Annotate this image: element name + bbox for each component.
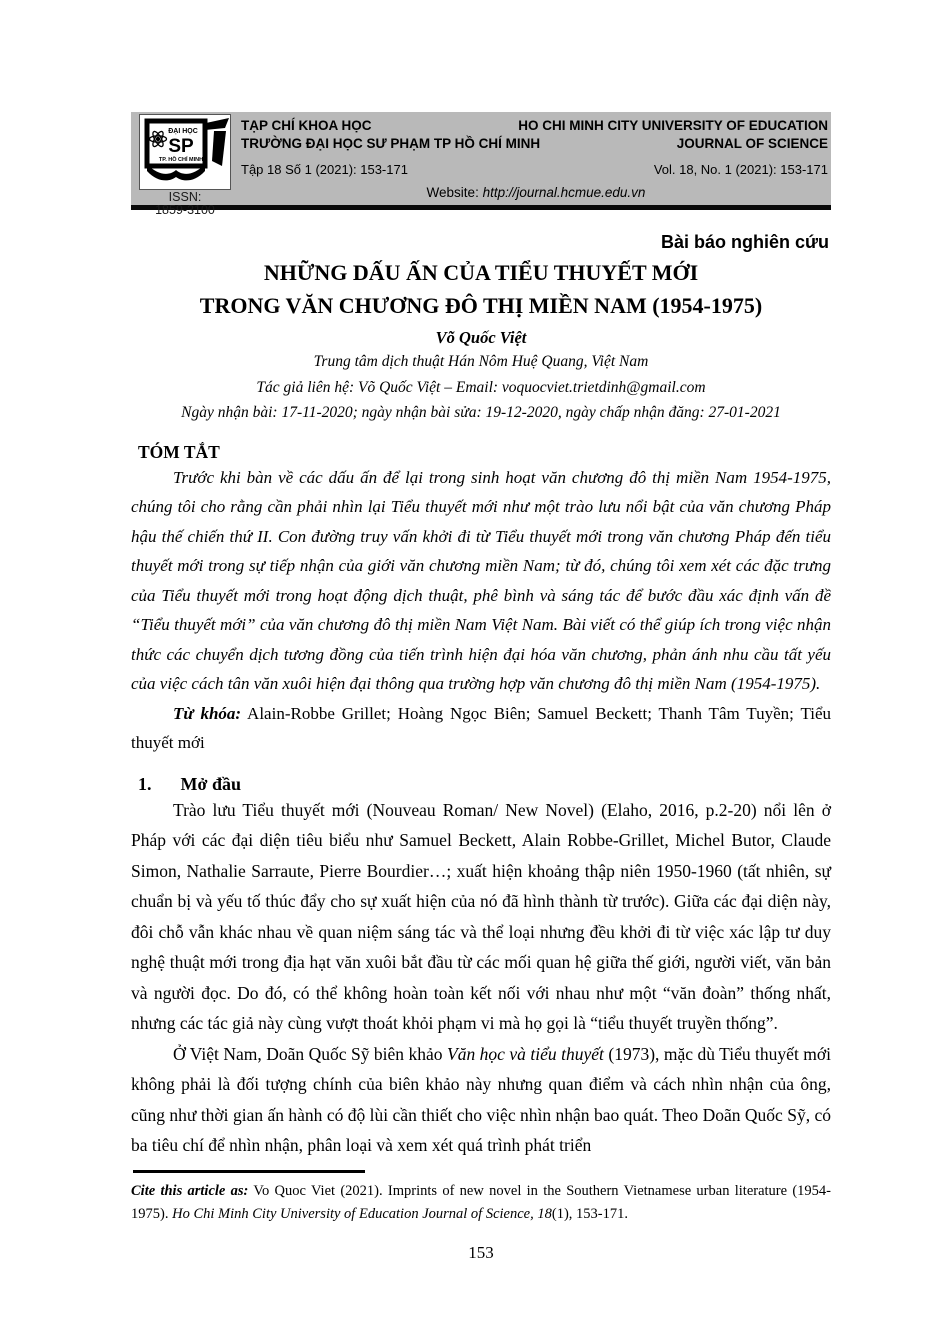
issn-value: 1859-3100 <box>155 203 215 217</box>
paragraph-1: Trào lưu Tiểu thuyết mới (Nouveau Roman/ New Novel) (Elaho, 2016, p.2-20) nổi lên ở Pháp với các đại diện tiêu biểu như Samuel Beckett, Alain Robbe-Grillet, Michel Butor, Claude Simon, Nathalie Sarraute, Pierre Bourdier…; xuất hiện khoảng thập niên 1950-1960 (tất nhiên, sự chuẩn bị và yếu tố thúc đẩy cho sự xuất hiện của nó đã hình thành từ trước). Giữa các đại diện này, đôi chỗ vẫn khác nhau về quan niệm sáng tác và thể loại nhưng đều khởi đi từ việc xác lập tư duy nghệ thuật mới trong địa hạt văn xuôi bắt đầu từ các mối quan hệ giữa thế giới, người viết, văn bản và người đọc. Do đó, có thể không hoàn toàn kết nối với nhau như một “văn đoàn” thống nhất, nhưng các tác giả này cùng vượt thoát khỏi phạm vi mà họ gọi là “tiểu thuyết truyền thống”. <box>131 799 831 1033</box>
abstract-heading: TÓM TẮT <box>138 441 220 462</box>
paragraph-2-lead: Ở Việt Nam, Doãn Quốc Sỹ biên khảo <box>173 1043 448 1064</box>
section-1-heading <box>131 774 831 795</box>
cite-pages: (1), 153-171. <box>551 1205 628 1222</box>
article-type-label: Bài báo nghiên cứu <box>660 232 829 252</box>
issue-info-en: Vol. 18, No. 1 (2021): 153-171 <box>653 162 828 177</box>
website-label: Website: <box>426 185 483 200</box>
author-name: Võ Quốc Việt <box>435 328 527 347</box>
journal-header-band <box>131 112 831 217</box>
book-title-reference: Văn học và tiểu thuyết <box>447 1043 604 1064</box>
website-line <box>241 185 831 200</box>
article-title <box>131 256 831 322</box>
university-logo-icon <box>139 114 231 190</box>
journal-name-en-line2: JOURNAL OF SCIENCE <box>676 136 828 151</box>
cite-text: Vo Quoc Viet (2021). Imprints of new novel in the Southern Vietnamese urban literature (1954-1975). <box>131 1182 832 1222</box>
journal-name-vi-line1: TẠP CHÍ KHOA HỌC <box>241 118 372 133</box>
section-1-number: 1. <box>138 773 152 794</box>
article-title-line2: TRONG VĂN CHƯƠNG ĐÔ THỊ MIỀN NAM (1954-1975) <box>199 293 763 318</box>
keywords-line <box>131 699 831 758</box>
journal-name-en-line1: HO CHI MINH CITY UNIVERSITY OF EDUCATION <box>518 118 828 133</box>
author-affiliation: Trung tâm dịch thuật Hán Nôm Huệ Quang, Việt Nam <box>313 353 649 370</box>
issue-info-vi: Tập 18 Số 1 (2021): 153-171 <box>241 162 408 177</box>
cite-label: Cite this article as: <box>131 1182 249 1199</box>
section-1-title: Mở đầu <box>180 773 241 794</box>
article-title-line1: NHỮNG DẤU ẤN CỦA TIỂU THUYẾT MỚI <box>263 260 699 285</box>
svg-text:TP. HỒ CHÍ MINH: TP. HỒ CHÍ MINH <box>158 157 204 163</box>
journal-name-en <box>518 117 828 153</box>
university-logo <box>139 114 231 190</box>
footnote-rule <box>133 1170 365 1173</box>
cite-journal: Ho Chi Minh City University of Education Journal of Science, 18 <box>172 1205 552 1222</box>
journal-name-vi <box>241 117 540 153</box>
journal-name-vi-line2: TRƯỜNG ĐẠI HỌC SƯ PHẠM TP HỒ CHÍ MINH <box>241 136 541 151</box>
website-url: http://journal.hcmue.edu.vn <box>482 185 646 200</box>
svg-text:ĐẠI HỌC: ĐẠI HỌC <box>168 128 198 135</box>
paragraph-2-rest: (1973), mặc dù Tiểu thuyết mới không phải là đối tượng chính của biên khảo này nhưng quan điểm và cách nhìn nhận của ông, cũng như thời gian ấn hành có độ lùi cần thiết cho việc nhìn nhận bao quát. Theo Doãn Quốc Sỹ, có ba tiêu chí để nhìn nhận, phân loại và xem xét quá trình phát triển <box>131 1043 832 1155</box>
keywords-label: Từ khóa: <box>173 703 242 723</box>
abstract-body: Trước khi bàn về các dấu ấn để lại trong sinh hoạt văn chương đô thị miền Nam 1954-1975, chúng tôi cho rằng cần phải nhìn lại Tiểu thuyết mới như một trào lưu nổi bật của văn chương Pháp hậu thế chiến thứ II. Con đường truy vấn khởi đi từ Tiểu thuyết mới trong văn chương Pháp đến tiểu thuyết mới trong sự tiếp nhận của giới văn chương miền Nam; từ đó, chúng tôi xem xét các đặc trưng của Tiểu thuyết mới trong hoạt động dịch thuật, phê bình và sáng tác để bước đầu xác định vấn đề “Tiểu thuyết mới” của văn chương đô thị miền Nam Việt Nam. Bài viết có thể giúp ích trong việc nhận thức các chuyển dịch tương đồng của tiến trình hiện đại hóa văn chương, phản ánh nhu cầu tất yếu của việc cách tân văn xuôi hiện đại thông qua trường hợp văn chương đô thị miền Nam (1954-1975). <box>131 467 831 693</box>
issn-label: ISSN: <box>168 190 202 204</box>
corresponding-author-line: Tác giả liên hệ: Võ Quốc Việt – Email: voquocviet.trietdinh@gmail.com <box>256 378 706 396</box>
keywords-list: Alain-Robbe Grillet; Hoàng Ngọc Biên; Samuel Beckett; Thanh Tâm Tuyền; Tiểu thuyết mới <box>131 703 831 752</box>
page-number: 153 <box>468 1242 494 1262</box>
citation-note <box>131 1180 831 1226</box>
submission-dates-line: Ngày nhận bài: 17-11-2020; ngày nhận bài sửa: 19-12-2020, ngày chấp nhận đăng: 27-01-2021 <box>181 404 781 421</box>
issn-block <box>131 191 239 217</box>
paragraph-2 <box>131 1039 831 1161</box>
svg-text:SP: SP <box>168 136 194 157</box>
citation-footnote <box>131 1170 831 1226</box>
